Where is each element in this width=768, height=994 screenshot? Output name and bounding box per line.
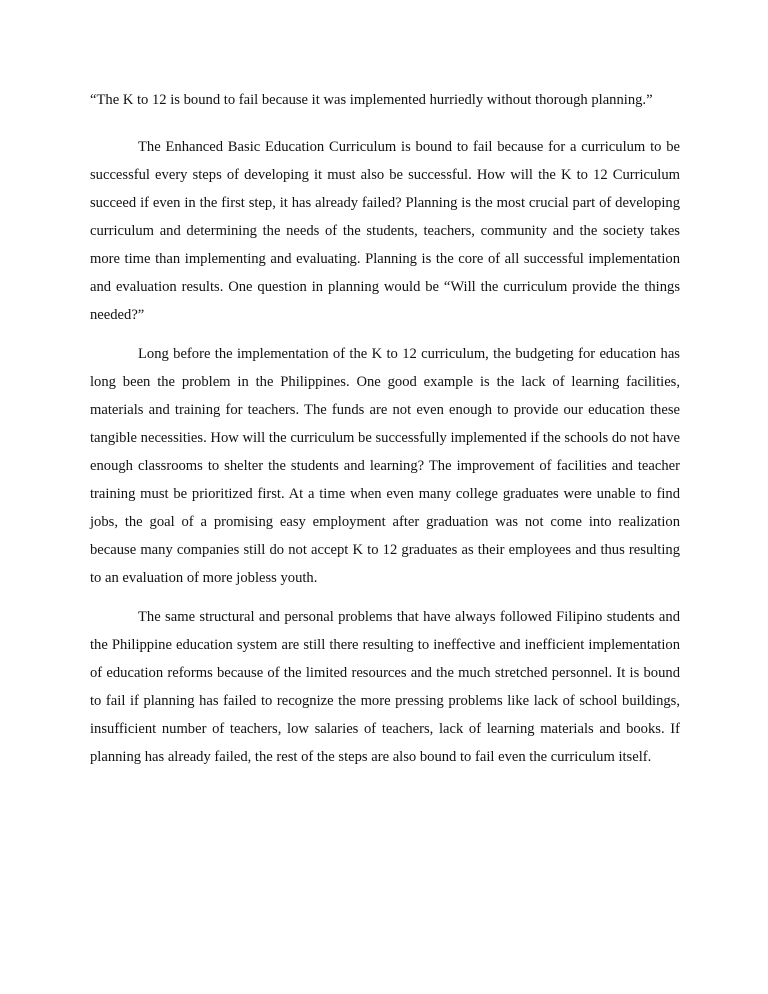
paragraph-structural-problems: The same structural and personal problems that have always followed Filipino students and the Philippine education system are still there resulting to ineffective and inefficient implementation of education reforms because of the limited resources and the much stretched personnel. It is bound to fail if planning has failed to recognize the more pressing problems like lack of school buildings, insufficient number of teachers, low salaries of teachers, lack of learning materials and books. If planning has already failed, the rest of the steps are also bound to fail even the curriculum itself. xyxy=(90,609,680,765)
document-page xyxy=(90,86,680,782)
quote-statement: “The K to 12 is bound to fail because it was implemented hurriedly without thorough planning.” xyxy=(90,92,653,108)
paragraph-budgeting: Long before the implementation of the K to 12 curriculum, the budgeting for education has long been the problem in the Philippines. One good example is the lack of learning facilities, materials and training for teachers. The funds are not even enough to provide our education these tangible necessities. How will the curriculum be successfully implemented if the schools do not have enough classrooms to shelter the students and learning? The improvement of facilities and teacher training must be prioritized first. At a time when even many college graduates were unable to find jobs, the goal of a promising easy employment after graduation was not come into realization because many companies still do not accept K to 12 graduates as their employees and thus resulting to an evaluation of more jobless youth. xyxy=(90,346,680,586)
paragraph-planning: The Enhanced Basic Education Curriculum is bound to fail because for a curriculum to be successful every steps of developing it must also be successful. How will the K to 12 Curriculum succeed if even in the first step, it has already failed? Planning is the most crucial part of developing curriculum and determining the needs of the students, teachers, community and the society takes more time than implementing and evaluating. Planning is the core of all successful implementation and evaluation results. One question in planning would be “Will the curriculum provide the things needed?” xyxy=(90,139,680,323)
